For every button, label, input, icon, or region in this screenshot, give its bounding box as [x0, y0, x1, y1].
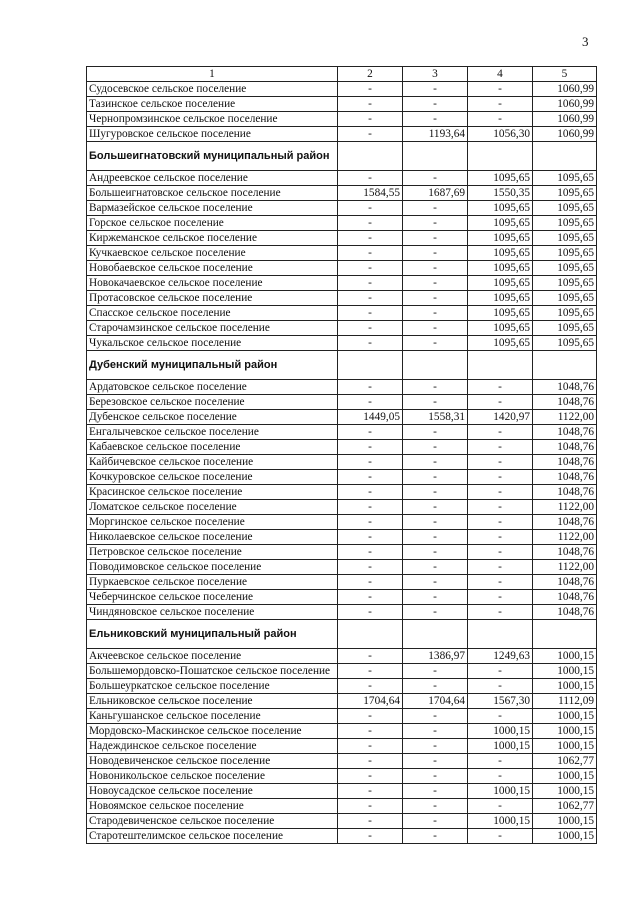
settlement-name: Чиндяновское сельское поселение	[87, 605, 338, 620]
value-cell-c4: 1095,65	[468, 246, 533, 261]
value-cell-c3: -	[403, 814, 468, 829]
value-cell-c3: -	[403, 754, 468, 769]
value-cell-c3: -	[403, 545, 468, 560]
value-cell-c3: -	[403, 261, 468, 276]
settlement-row	[87, 769, 597, 784]
value-cell-c4: -	[468, 769, 533, 784]
settlement-row	[87, 799, 597, 814]
value-cell-c4: 1420,97	[468, 410, 533, 425]
value-cell-c2: -	[338, 664, 403, 679]
settlement-row	[87, 694, 597, 709]
value-cell-c3: -	[403, 380, 468, 395]
empty-cell	[468, 142, 533, 171]
value-cell-c5: 1112,09	[533, 694, 597, 709]
settlement-name: Поводимовское сельское поселение	[87, 560, 338, 575]
settlement-row	[87, 575, 597, 590]
settlement-row	[87, 814, 597, 829]
settlement-name: Акчеевское сельское поселение	[87, 649, 338, 664]
value-cell-c4: -	[468, 380, 533, 395]
district-name: Ельниковский муниципальный район	[87, 620, 338, 649]
value-cell-c5: 1048,76	[533, 455, 597, 470]
district-heading-row	[87, 620, 597, 649]
value-cell-c4: -	[468, 709, 533, 724]
value-cell-c4: -	[468, 470, 533, 485]
settlement-row	[87, 515, 597, 530]
settlement-row	[87, 724, 597, 739]
settlement-row	[87, 754, 597, 769]
settlement-row	[87, 784, 597, 799]
value-cell-c3: -	[403, 201, 468, 216]
settlement-name: Каньгушанское сельское поселение	[87, 709, 338, 724]
value-cell-c4: 1095,65	[468, 171, 533, 186]
value-cell-c2: -	[338, 380, 403, 395]
value-cell-c3: -	[403, 216, 468, 231]
value-cell-c4: -	[468, 560, 533, 575]
header-col-2: 2	[338, 67, 403, 82]
value-cell-c2: -	[338, 336, 403, 351]
value-cell-c2: -	[338, 171, 403, 186]
value-cell-c5: 1060,99	[533, 112, 597, 127]
value-cell-c4: 1095,65	[468, 216, 533, 231]
value-cell-c2: -	[338, 306, 403, 321]
settlement-row	[87, 261, 597, 276]
settlement-name: Горское сельское поселение	[87, 216, 338, 231]
value-cell-c3: -	[403, 664, 468, 679]
value-cell-c5: 1062,77	[533, 754, 597, 769]
value-cell-c3: -	[403, 799, 468, 814]
value-cell-c5: 1095,65	[533, 261, 597, 276]
value-cell-c4: 1095,65	[468, 276, 533, 291]
settlement-row	[87, 186, 597, 201]
value-cell-c4: 1567,30	[468, 694, 533, 709]
value-cell-c4: -	[468, 425, 533, 440]
value-cell-c4: 1095,65	[468, 231, 533, 246]
value-cell-c4: -	[468, 590, 533, 605]
value-cell-c5: 1000,15	[533, 679, 597, 694]
empty-cell	[533, 142, 597, 171]
value-cell-c5: 1048,76	[533, 395, 597, 410]
settlement-row	[87, 306, 597, 321]
settlement-row	[87, 470, 597, 485]
settlement-name: Мордовско-Маскинское сельское поселение	[87, 724, 338, 739]
value-cell-c2: -	[338, 829, 403, 844]
value-cell-c3: 1193,64	[403, 127, 468, 142]
value-cell-c4: -	[468, 679, 533, 694]
value-cell-c2: -	[338, 530, 403, 545]
value-cell-c4: 1000,15	[468, 814, 533, 829]
empty-cell	[533, 620, 597, 649]
value-cell-c2: -	[338, 649, 403, 664]
value-cell-c4: 1000,15	[468, 739, 533, 754]
value-cell-c3: -	[403, 739, 468, 754]
settlement-name: Тазинское сельское поселение	[87, 97, 338, 112]
value-cell-c3: -	[403, 321, 468, 336]
value-cell-c4: -	[468, 515, 533, 530]
value-cell-c2: -	[338, 515, 403, 530]
value-cell-c2: 1704,64	[338, 694, 403, 709]
value-cell-c5: 1095,65	[533, 276, 597, 291]
value-cell-c5: 1122,00	[533, 530, 597, 545]
value-cell-c3: 1558,31	[403, 410, 468, 425]
value-cell-c5: 1048,76	[533, 515, 597, 530]
settlement-name: Новодевиченское сельское поселение	[87, 754, 338, 769]
value-cell-c3: -	[403, 590, 468, 605]
value-cell-c3: -	[403, 291, 468, 306]
value-cell-c3: -	[403, 231, 468, 246]
value-cell-c5: 1095,65	[533, 336, 597, 351]
value-cell-c5: 1048,76	[533, 545, 597, 560]
settlement-row	[87, 291, 597, 306]
value-cell-c2: -	[338, 679, 403, 694]
value-cell-c3: -	[403, 829, 468, 844]
settlement-row	[87, 410, 597, 425]
empty-cell	[338, 351, 403, 380]
settlement-name: Кучкаевское сельское поселение	[87, 246, 338, 261]
value-cell-c4: -	[468, 455, 533, 470]
settlement-name: Николаевское сельское поселение	[87, 530, 338, 545]
value-cell-c3: -	[403, 246, 468, 261]
value-cell-c2: 1584,55	[338, 186, 403, 201]
value-cell-c2: -	[338, 261, 403, 276]
settlement-row	[87, 500, 597, 515]
settlement-row	[87, 485, 597, 500]
settlement-name: Киржеманское сельское поселение	[87, 231, 338, 246]
value-cell-c2: -	[338, 560, 403, 575]
value-cell-c2: 1449,05	[338, 410, 403, 425]
value-cell-c5: 1048,76	[533, 425, 597, 440]
settlement-name: Чукальское сельское поселение	[87, 336, 338, 351]
value-cell-c2: -	[338, 470, 403, 485]
value-cell-c3: -	[403, 112, 468, 127]
value-cell-c2: -	[338, 455, 403, 470]
settlement-row	[87, 395, 597, 410]
value-cell-c2: -	[338, 709, 403, 724]
settlement-name: Ломатское сельское поселение	[87, 500, 338, 515]
settlement-name: Андреевское сельское поселение	[87, 171, 338, 186]
value-cell-c5: 1095,65	[533, 186, 597, 201]
value-cell-c4: 1000,15	[468, 784, 533, 799]
value-cell-c3: -	[403, 530, 468, 545]
value-cell-c3: -	[403, 784, 468, 799]
value-cell-c4: -	[468, 664, 533, 679]
value-cell-c2: -	[338, 485, 403, 500]
value-cell-c2: -	[338, 276, 403, 291]
settlement-name: Новобаевское сельское поселение	[87, 261, 338, 276]
value-cell-c3: -	[403, 440, 468, 455]
value-cell-c3: 1704,64	[403, 694, 468, 709]
settlement-name: Моргинское сельское поселение	[87, 515, 338, 530]
value-cell-c5: 1062,77	[533, 799, 597, 814]
settlement-name: Красинское сельское поселение	[87, 485, 338, 500]
header-col-3: 3	[403, 67, 468, 82]
settlement-name: Петровское сельское поселение	[87, 545, 338, 560]
value-cell-c5: 1000,15	[533, 784, 597, 799]
value-cell-c3: -	[403, 500, 468, 515]
value-cell-c2: -	[338, 425, 403, 440]
value-cell-c5: 1048,76	[533, 380, 597, 395]
value-cell-c2: -	[338, 216, 403, 231]
empty-cell	[403, 620, 468, 649]
value-cell-c4: -	[468, 395, 533, 410]
settlement-row	[87, 97, 597, 112]
settlement-row	[87, 560, 597, 575]
value-cell-c3: -	[403, 679, 468, 694]
value-cell-c5: 1000,15	[533, 724, 597, 739]
value-cell-c4: -	[468, 799, 533, 814]
value-cell-c3: -	[403, 82, 468, 97]
empty-cell	[468, 620, 533, 649]
value-cell-c2: -	[338, 500, 403, 515]
value-cell-c2: -	[338, 246, 403, 261]
value-cell-c3: -	[403, 455, 468, 470]
settlement-row	[87, 425, 597, 440]
settlement-row	[87, 709, 597, 724]
value-cell-c4: 1550,35	[468, 186, 533, 201]
value-cell-c4: -	[468, 829, 533, 844]
value-cell-c4: -	[468, 500, 533, 515]
settlement-name: Кайбичевское сельское поселение	[87, 455, 338, 470]
value-cell-c5: 1095,65	[533, 216, 597, 231]
value-cell-c5: 1048,76	[533, 605, 597, 620]
value-cell-c2: -	[338, 321, 403, 336]
district-heading-row	[87, 351, 597, 380]
settlement-name: Новоникольское сельское поселение	[87, 769, 338, 784]
value-cell-c2: -	[338, 739, 403, 754]
value-cell-c2: -	[338, 605, 403, 620]
value-cell-c5: 1000,15	[533, 709, 597, 724]
empty-cell	[338, 142, 403, 171]
settlement-name: Ельниковское сельское поселение	[87, 694, 338, 709]
value-cell-c5: 1122,00	[533, 500, 597, 515]
settlement-row	[87, 246, 597, 261]
value-cell-c4: 1056,30	[468, 127, 533, 142]
settlement-row	[87, 455, 597, 470]
value-cell-c2: -	[338, 231, 403, 246]
settlement-name: Ардатовское сельское поселение	[87, 380, 338, 395]
value-cell-c4: 1095,65	[468, 321, 533, 336]
value-cell-c5: 1095,65	[533, 231, 597, 246]
value-cell-c4: -	[468, 545, 533, 560]
value-cell-c3: -	[403, 485, 468, 500]
value-cell-c2: -	[338, 395, 403, 410]
value-cell-c3: -	[403, 276, 468, 291]
value-cell-c5: 1000,15	[533, 739, 597, 754]
value-cell-c2: -	[338, 814, 403, 829]
value-cell-c2: -	[338, 784, 403, 799]
empty-cell	[338, 620, 403, 649]
value-cell-c5: 1122,00	[533, 410, 597, 425]
value-cell-c3: -	[403, 605, 468, 620]
value-cell-c3: -	[403, 171, 468, 186]
settlement-row	[87, 605, 597, 620]
value-cell-c4: -	[468, 112, 533, 127]
district-name: Дубенский муниципальный район	[87, 351, 338, 380]
settlement-row	[87, 336, 597, 351]
value-cell-c5: 1048,76	[533, 590, 597, 605]
value-cell-c4: -	[468, 754, 533, 769]
value-cell-c3: -	[403, 575, 468, 590]
value-cell-c4: -	[468, 605, 533, 620]
page-number: 3	[582, 34, 589, 49]
value-cell-c3: -	[403, 515, 468, 530]
value-cell-c3: -	[403, 769, 468, 784]
settlement-name: Новоусадское сельское поселение	[87, 784, 338, 799]
value-cell-c5: 1048,76	[533, 485, 597, 500]
settlement-name: Протасовское сельское поселение	[87, 291, 338, 306]
value-cell-c3: -	[403, 425, 468, 440]
empty-cell	[533, 351, 597, 380]
value-cell-c4: 1095,65	[468, 201, 533, 216]
settlement-name: Новокачаевское сельское поселение	[87, 276, 338, 291]
header-col-4: 4	[468, 67, 533, 82]
settlement-name: Шугуровское сельское поселение	[87, 127, 338, 142]
value-cell-c2: -	[338, 82, 403, 97]
value-cell-c2: -	[338, 799, 403, 814]
empty-cell	[468, 351, 533, 380]
value-cell-c5: 1048,76	[533, 575, 597, 590]
settlement-name: Большеигнатовское сельское поселение	[87, 186, 338, 201]
value-cell-c2: -	[338, 201, 403, 216]
settlement-name: Старочамзинское сельское поселение	[87, 321, 338, 336]
settlement-row	[87, 530, 597, 545]
value-cell-c2: -	[338, 127, 403, 142]
settlement-name: Енгалычевское сельское поселение	[87, 425, 338, 440]
value-cell-c5: 1095,65	[533, 306, 597, 321]
settlement-row	[87, 739, 597, 754]
value-cell-c3: -	[403, 336, 468, 351]
settlement-row	[87, 380, 597, 395]
value-cell-c2: -	[338, 754, 403, 769]
settlement-name: Березовское сельское поселение	[87, 395, 338, 410]
value-cell-c3: -	[403, 306, 468, 321]
settlement-name: Надеждинское сельское поселение	[87, 739, 338, 754]
empty-cell	[403, 142, 468, 171]
value-cell-c5: 1048,76	[533, 440, 597, 455]
value-cell-c5: 1095,65	[533, 246, 597, 261]
header-col-1: 1	[87, 67, 338, 82]
settlement-row	[87, 276, 597, 291]
settlement-row	[87, 112, 597, 127]
settlement-name: Вармазейское сельское поселение	[87, 201, 338, 216]
settlement-row	[87, 440, 597, 455]
settlement-name: Судосевское сельское поселение	[87, 82, 338, 97]
settlement-row	[87, 649, 597, 664]
value-cell-c4: -	[468, 575, 533, 590]
value-cell-c5: 1122,00	[533, 560, 597, 575]
value-cell-c2: -	[338, 590, 403, 605]
settlement-name: Стародевиченское сельское поселение	[87, 814, 338, 829]
value-cell-c4: 1095,65	[468, 291, 533, 306]
tariff-table	[86, 66, 597, 844]
settlement-name: Большемордовско-Пошатское сельское поселение	[87, 664, 338, 679]
settlement-row	[87, 127, 597, 142]
value-cell-c5: 1060,99	[533, 97, 597, 112]
value-cell-c4: -	[468, 82, 533, 97]
settlement-row	[87, 201, 597, 216]
settlement-row	[87, 321, 597, 336]
value-cell-c3: -	[403, 395, 468, 410]
settlement-name: Большеуркатское сельское поселение	[87, 679, 338, 694]
value-cell-c3: 1386,97	[403, 649, 468, 664]
value-cell-c5: 1048,76	[533, 470, 597, 485]
settlement-row	[87, 590, 597, 605]
value-cell-c5: 1095,65	[533, 171, 597, 186]
settlement-name: Новоямское сельское поселение	[87, 799, 338, 814]
value-cell-c5: 1000,15	[533, 829, 597, 844]
settlement-row	[87, 82, 597, 97]
settlement-row	[87, 664, 597, 679]
value-cell-c2: -	[338, 112, 403, 127]
value-cell-c5: 1000,15	[533, 664, 597, 679]
settlement-name: Чернопромзинское сельское поселение	[87, 112, 338, 127]
value-cell-c4: 1095,65	[468, 261, 533, 276]
header-col-5: 5	[533, 67, 597, 82]
settlement-name: Кочкуровское сельское поселение	[87, 470, 338, 485]
value-cell-c2: -	[338, 440, 403, 455]
settlement-name: Чеберчинское сельское поселение	[87, 590, 338, 605]
value-cell-c4: -	[468, 97, 533, 112]
value-cell-c3: -	[403, 470, 468, 485]
value-cell-c2: -	[338, 575, 403, 590]
district-name: Большеигнатовский муниципальный район	[87, 142, 338, 171]
value-cell-c5: 1000,15	[533, 649, 597, 664]
table-header-row	[87, 67, 597, 82]
value-cell-c2: -	[338, 769, 403, 784]
value-cell-c4: 1000,15	[468, 724, 533, 739]
settlement-row	[87, 829, 597, 844]
value-cell-c4: 1095,65	[468, 336, 533, 351]
value-cell-c3: -	[403, 709, 468, 724]
value-cell-c3: -	[403, 560, 468, 575]
empty-cell	[403, 351, 468, 380]
value-cell-c5: 1060,99	[533, 82, 597, 97]
settlement-row	[87, 679, 597, 694]
value-cell-c3: 1687,69	[403, 186, 468, 201]
settlement-name: Пуркаевское сельское поселение	[87, 575, 338, 590]
value-cell-c3: -	[403, 97, 468, 112]
value-cell-c4: -	[468, 440, 533, 455]
value-cell-c5: 1060,99	[533, 127, 597, 142]
value-cell-c2: -	[338, 97, 403, 112]
settlement-row	[87, 231, 597, 246]
settlement-row	[87, 171, 597, 186]
value-cell-c5: 1095,65	[533, 201, 597, 216]
settlement-name: Старотештелимское сельское поселение	[87, 829, 338, 844]
district-heading-row	[87, 142, 597, 171]
value-cell-c4: -	[468, 530, 533, 545]
value-cell-c4: 1095,65	[468, 306, 533, 321]
settlement-name: Спасское сельское поселение	[87, 306, 338, 321]
value-cell-c5: 1095,65	[533, 291, 597, 306]
settlement-name: Кабаевское сельское поселение	[87, 440, 338, 455]
value-cell-c5: 1000,15	[533, 814, 597, 829]
settlement-name: Дубенское сельское поселение	[87, 410, 338, 425]
value-cell-c5: 1095,65	[533, 321, 597, 336]
value-cell-c4: 1249,63	[468, 649, 533, 664]
value-cell-c2: -	[338, 545, 403, 560]
value-cell-c5: 1000,15	[533, 769, 597, 784]
value-cell-c4: -	[468, 485, 533, 500]
settlement-row	[87, 545, 597, 560]
value-cell-c3: -	[403, 724, 468, 739]
value-cell-c2: -	[338, 291, 403, 306]
settlement-row	[87, 216, 597, 231]
value-cell-c2: -	[338, 724, 403, 739]
